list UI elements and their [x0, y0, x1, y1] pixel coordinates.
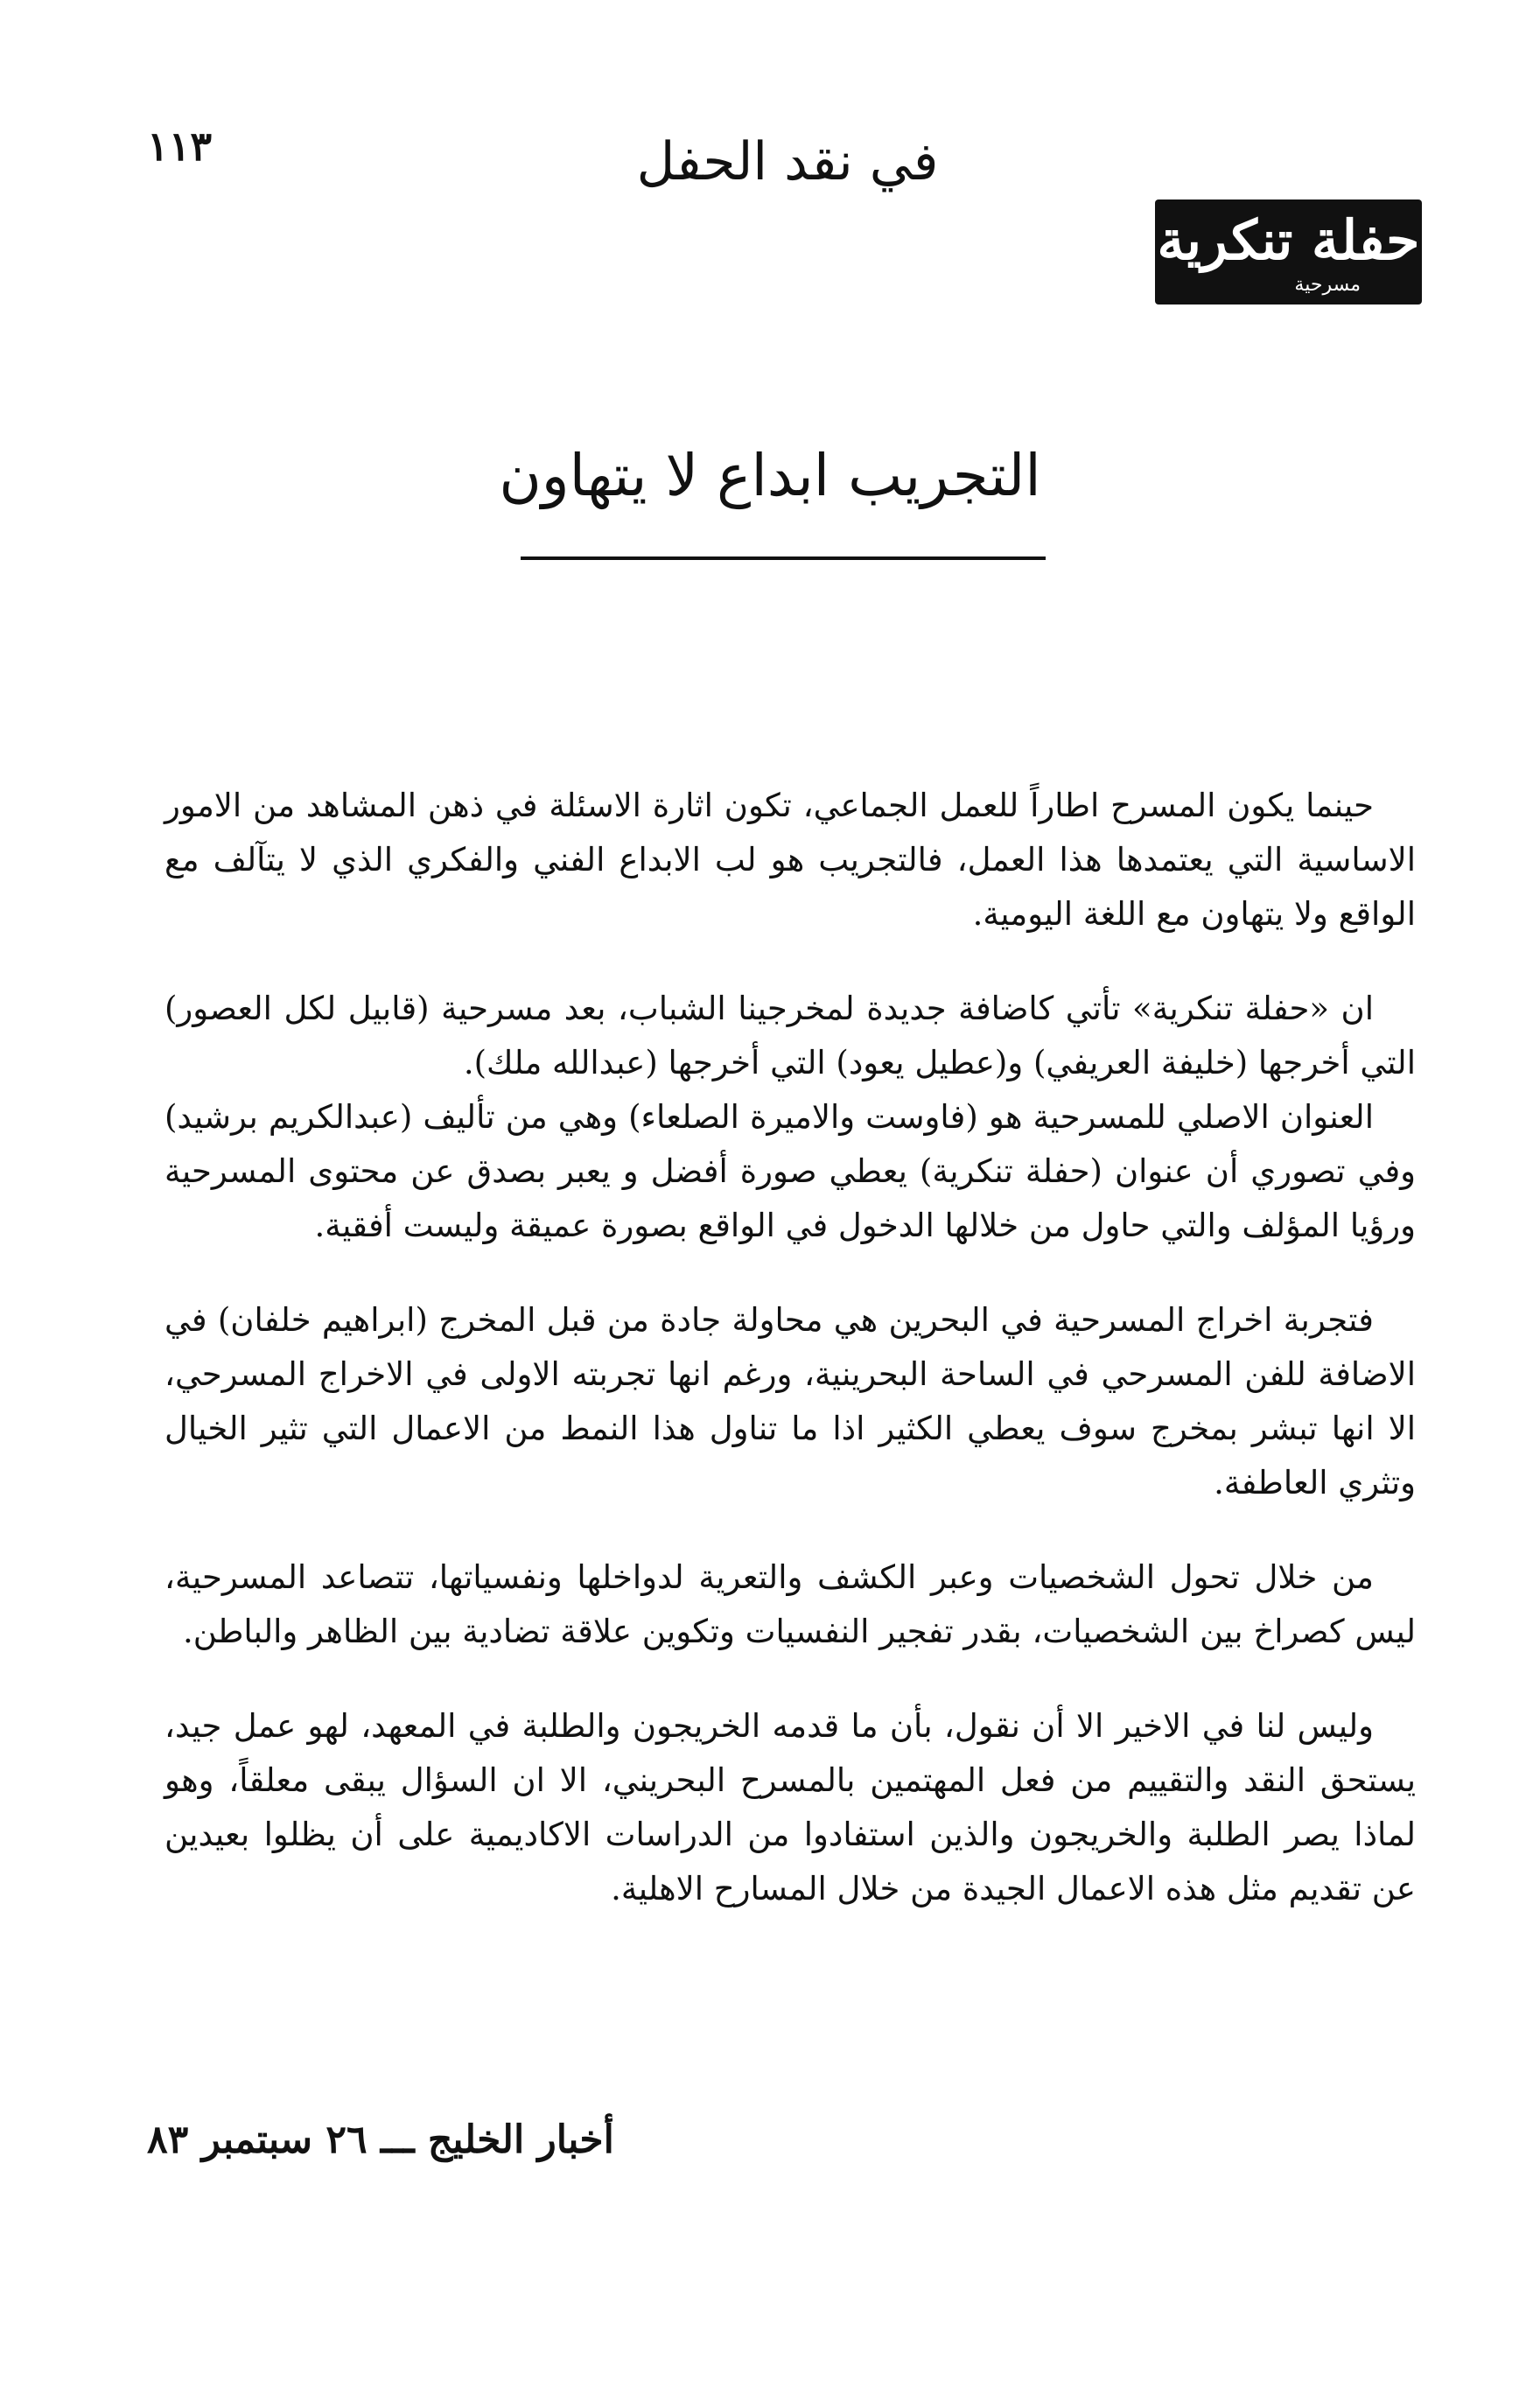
paragraph-3: العنوان الاصلي للمسرحية هو (فاوست والاميرة الصلعاء) وهي من تأليف (عبدالكريم برشيد) وفي تصوري أن عنوان (حفلة تنكرية) يعطي صورة أفضل و يعبر بصدق عن محتوى المسرحية ورؤيا المؤلف والتي حاول من خلالها الدخول في الواقع بصورة عميقة وليست أفقية. [164, 1098, 1416, 1244]
page-number: ١١٣ [147, 122, 213, 170]
paragraph-4: فتجربة اخراج المسرحية في البحرين هي محاولة جادة من قبل المخرج (ابراهيم خلفان) في الاضافة للفن المسرحي في الساحة البحرينية، ورغم انها تجربته الاولى في الاخراج المسرحي، الا انها تبشر بمخرج سوف يعطي الكثير اذا ما تناول هذا النمط من الاعمال التي تثير الخيال وتثري العاطفة. [164, 1301, 1416, 1502]
article-title: التجريب ابداع لا يتهاون [499, 442, 1041, 509]
paragraph-1: حينما يكون المسرح اطاراً للعمل الجماعي، تكون اثارة الاسئلة في ذهن المشاهد من الامور الاساسية التي يعتمدها هذا العمل، فالتجريب هو لب الابداع الفني والفكري الذي لا يتآلف مع الواقع ولا يتهاون مع اللغة اليومية. [164, 787, 1416, 933]
source-citation: أخبار الخليج ـــ ٢٦ سبتمبر ٨٣ [147, 2118, 614, 2162]
play-logo [1155, 200, 1422, 304]
paragraph-2: ان «حفلة تنكرية» تأتي كاضافة جديدة لمخرجينا الشباب، بعد مسرحية (قابيل لكل العصور) التي أخرجها (خليفة العريفي) و(عطيل يعود) التي أخرجها (عبدالله ملك). [164, 990, 1416, 1082]
paragraph-5: من خلال تحول الشخصيات وعبر الكشف والتعرية لدواخلها ونفسياتها، تتصاعد المسرحية، ليس كصراخ بين الشخصيات، بقدر تفجير النفسيات وتكوين علاقة تضادية بين الظاهر والباطن. [164, 1558, 1416, 1650]
logo-title: حفلة تنكرية [1157, 208, 1420, 272]
paragraph-6: وليس لنا في الاخير الا أن نقول، بأن ما قدمه الخريجون والطلبة في المعهد، لهو عمل جيد، يستحق النقد والتقييم من فعل المهتمين بالمسرح البحريني، الا ان السؤال يبقى معلقاً، وهو لماذا يصر الطلبة والخريجون والذين استفادوا من الدراسات الاكاديمية على أن يظلوا بعيدين عن تقديم مثل هذه الاعمال الجيدة من خلال المسارح الاهلية. [164, 1707, 1416, 1908]
running-head: في نقد الحفل [636, 131, 939, 192]
logo-subtitle: مسرحية [1294, 274, 1361, 296]
title-underline [521, 556, 1046, 560]
article-body [164, 779, 1416, 1956]
